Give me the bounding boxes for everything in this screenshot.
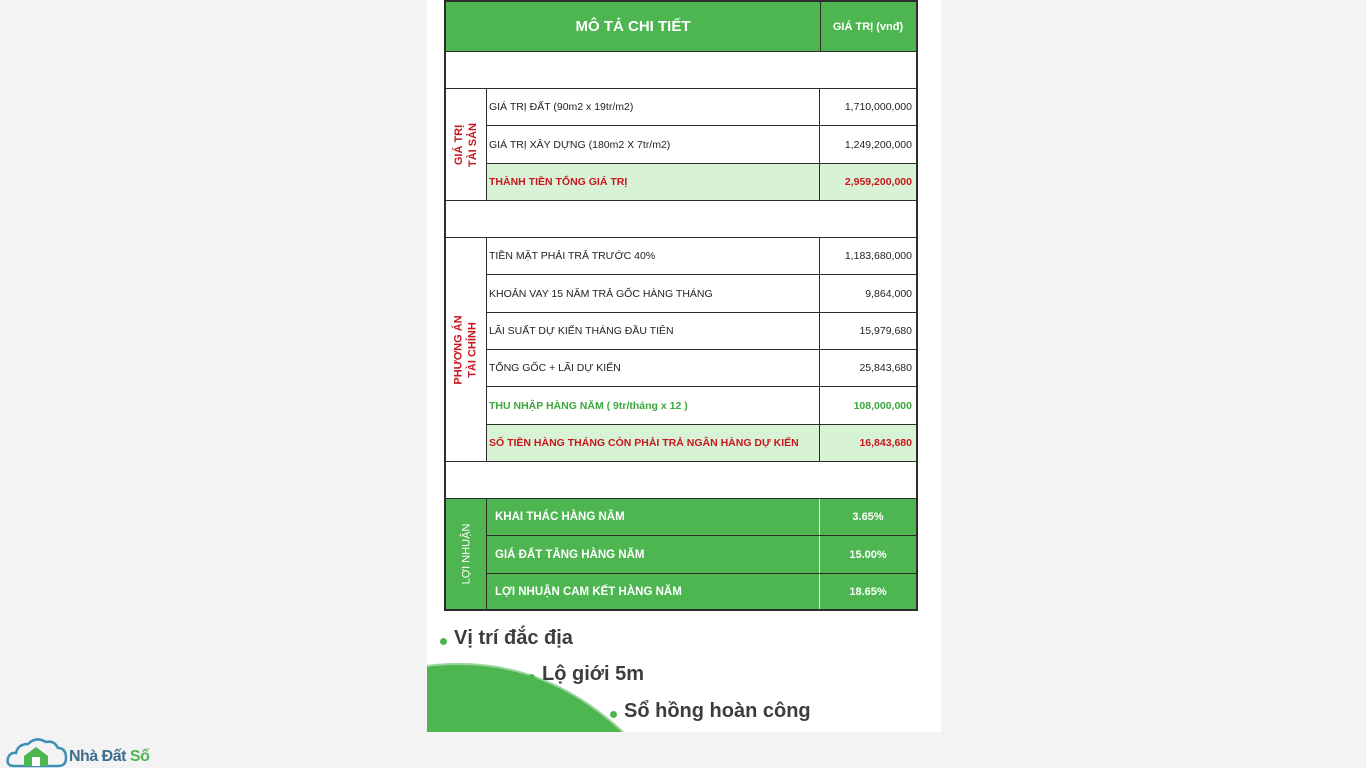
row-label: KHAI THÁC HÀNG NĂM (486, 499, 820, 535)
table-row (486, 574, 916, 609)
row-label: LỢI NHUẬN CAM KẾT HÀNG NĂM (486, 574, 820, 609)
row-label: KHOẢN VAY 15 NĂM TRẢ GỐC HÀNG THÁNG (486, 275, 820, 312)
header-description: MÔ TẢ CHI TIẾT (446, 2, 821, 51)
logo-text-part2: Số (129, 748, 150, 765)
finance-title-line2: TÀI CHÍNH (467, 321, 480, 378)
table-row-income (486, 387, 916, 425)
bullet-location (440, 627, 573, 650)
table-row (486, 313, 916, 350)
spacer-row (446, 201, 916, 238)
logo-text (69, 748, 149, 766)
bullet-text: Sổ hồng hoàn công (624, 700, 811, 722)
row-value: 16,843,680 (859, 437, 912, 449)
table-row (486, 350, 916, 387)
row-value: 15,979,680 (859, 325, 912, 337)
row-value: 18.65% (849, 585, 887, 598)
table-row-total (486, 164, 916, 201)
row-value: 25,843,680 (859, 362, 912, 374)
row-value: 9,864,000 (865, 287, 912, 300)
table-row (486, 89, 916, 126)
row-label: LÃI SUẤT DỰ KIẾN THÁNG ĐẦU TIÊN (486, 313, 820, 349)
row-value: 1,249,200,000 (844, 138, 912, 151)
row-value: 2,959,200,000 (844, 176, 912, 188)
row-value: 3.65% (852, 511, 884, 523)
table-row (486, 499, 916, 536)
finance-title-line1: PHƯƠNG ÁN (453, 314, 466, 385)
bullet-dot-icon (528, 674, 535, 681)
row-label: TỔNG GỐC + LÃI DỰ KIẾN (486, 350, 820, 386)
row-value: 1,183,680,000 (844, 250, 912, 262)
financial-table (444, 0, 918, 611)
row-value: 15.00% (849, 548, 887, 561)
asset-title-line2: TÀI SẢN (467, 122, 479, 167)
table-row (486, 536, 916, 574)
row-label: GIÁ TRỊ XÂY DỰNG (180m2 X 7tr/m2) (486, 126, 820, 163)
asset-title-line1: GIÁ TRỊ (453, 124, 465, 165)
asset-section-label (446, 89, 486, 201)
bullet-text: Vị trí đắc địa (454, 627, 573, 649)
table-row (486, 238, 916, 275)
spacer-row (446, 462, 916, 499)
row-label: THÀNH TIỀN TỔNG GIÁ TRỊ (486, 164, 820, 200)
bullet-road-width (528, 663, 644, 686)
table-row (486, 275, 916, 313)
row-label: SỐ TIỀN HÀNG THÁNG CÒN PHẢI TRẢ NGÂN HÀNG DỰ KIẾN (486, 425, 820, 461)
row-label: GIÁ ĐẤT TĂNG HÀNG NĂM (486, 536, 820, 573)
spacer-row (446, 52, 916, 89)
table-row-total (486, 425, 916, 462)
row-value: 108,000,000 (853, 399, 912, 412)
table-header (446, 2, 916, 52)
finance-section-label (446, 238, 486, 462)
row-label: TIỀN MẶT PHẢI TRẢ TRƯỚC 40% (486, 238, 820, 274)
bullet-dot-icon (610, 711, 617, 718)
row-label: THU NHẬP HÀNG NĂM ( 9tr/tháng x 12 ) (486, 387, 820, 424)
header-value: GIÁ TRỊ (vnđ) (832, 20, 904, 33)
bullet-dot-icon (440, 638, 447, 645)
logo-text-part1: Nhà Đất (69, 748, 130, 765)
table-row (486, 126, 916, 164)
bullet-text: Lộ giới 5m (542, 663, 645, 685)
bullet-certificate (610, 700, 811, 723)
profit-title: LỢI NHUẬN (460, 523, 472, 585)
row-label: GIÁ TRỊ ĐẤT (90m2 x 19tr/m2) (486, 89, 820, 125)
profit-section-label (446, 499, 486, 609)
row-value: 1,710,000,000 (844, 101, 912, 113)
